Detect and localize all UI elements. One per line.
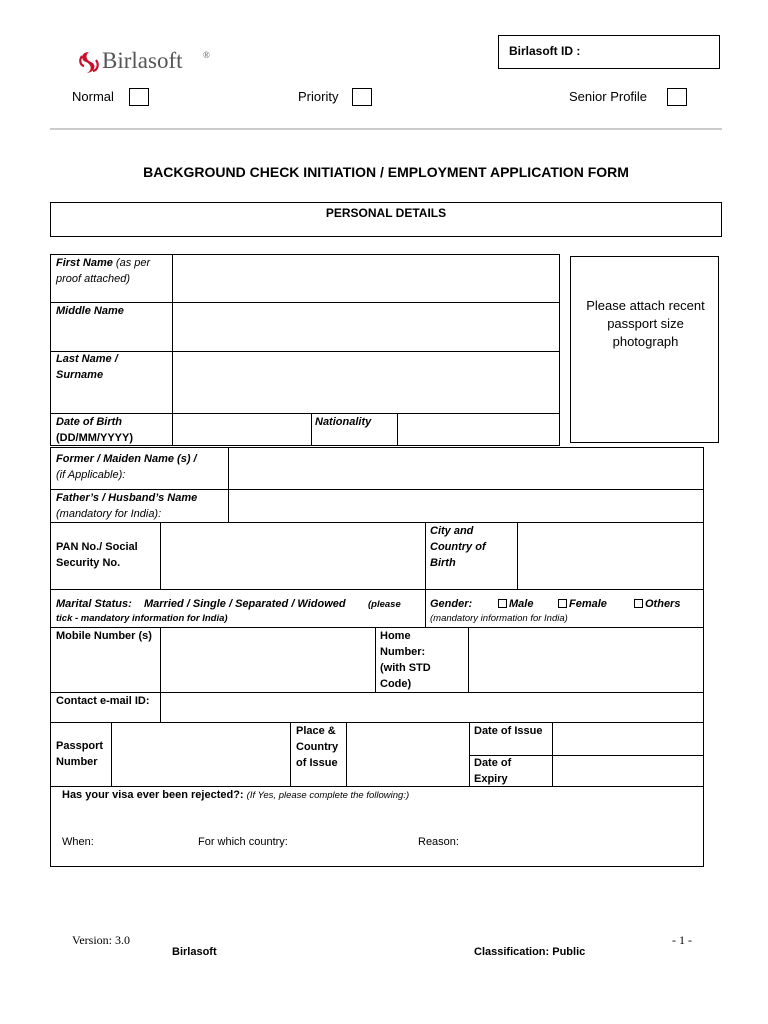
gender-note: (mandatory information for India) — [430, 613, 568, 624]
pan-label: PAN No./ Social Security No. — [56, 541, 138, 569]
option-priority-checkbox[interactable] — [352, 88, 372, 106]
mobile-input[interactable] — [161, 628, 374, 692]
last-name-input[interactable] — [173, 351, 558, 412]
footer-page-number: - 1 - — [672, 933, 692, 947]
photo-box[interactable] — [570, 256, 719, 443]
visa-when-label: When: — [62, 836, 94, 848]
checkbox-icon — [498, 599, 507, 608]
date-expiry-input[interactable] — [553, 755, 702, 786]
company-logo — [78, 48, 218, 80]
option-normal-checkbox[interactable] — [129, 88, 149, 106]
father-name-input[interactable] — [229, 490, 702, 522]
form-title: BACKGROUND CHECK INITIATION / EMPLOYMENT APPLICATION FORM — [143, 164, 629, 180]
email-label: Contact e-mail ID: — [56, 695, 150, 707]
middle-name-input[interactable] — [173, 303, 558, 350]
marital-status-label: Marital Status: — [56, 598, 132, 610]
former-name-label: Former / Maiden Name (s) / (if Applicable): — [56, 453, 197, 481]
gender-others-option[interactable]: Others — [634, 596, 680, 612]
city-birth-input[interactable] — [518, 523, 702, 588]
gender-male-option[interactable]: Male — [498, 596, 533, 612]
place-issue-input[interactable] — [347, 723, 467, 786]
gender-label: Gender: — [430, 598, 473, 610]
nationality-input[interactable] — [398, 414, 558, 444]
home-number-input[interactable] — [469, 628, 702, 692]
option-normal-label: Normal — [72, 89, 114, 104]
email-input[interactable] — [161, 693, 702, 721]
checkbox-icon — [558, 599, 567, 608]
footer-classification: Classification: Public — [474, 946, 586, 958]
marital-note-a: (please — [368, 599, 401, 610]
option-priority-label: Priority — [298, 89, 339, 104]
visa-reason-input[interactable] — [462, 830, 698, 852]
dob-label: Date of Birth (DD/MM/YYYY) — [56, 416, 133, 444]
last-name-label: Last Name / Surname — [56, 353, 118, 381]
birlasoft-logo-icon — [78, 50, 100, 76]
date-issue-input[interactable] — [553, 723, 702, 754]
visa-country-label: For which country: — [198, 836, 288, 848]
footer-company: Birlasoft — [172, 946, 217, 958]
logo-registered-mark: ® — [203, 50, 210, 60]
option-senior-profile-checkbox[interactable] — [667, 88, 687, 106]
home-number-label: Home Number: (with STD Code) — [380, 630, 431, 690]
former-name-input[interactable] — [229, 448, 702, 488]
first-name-input[interactable] — [173, 255, 558, 301]
visa-country-input[interactable] — [298, 830, 410, 852]
visa-reason-label: Reason: — [418, 836, 459, 848]
visa-when-input[interactable] — [100, 830, 190, 852]
middle-name-label: Middle Name — [56, 305, 124, 317]
photo-instruction: Please attach recent passport size photograph — [586, 298, 705, 349]
marital-note-b: tick - mandatory information for India) — [56, 613, 228, 624]
date-issue-label: Date of Issue — [474, 725, 543, 737]
birlasoft-id-label: Birlasoft ID : — [509, 44, 581, 58]
place-issue-label: Place & Country of Issue — [296, 725, 339, 769]
option-senior-profile-label: Senior Profile — [569, 89, 648, 104]
pan-input[interactable] — [161, 523, 424, 588]
passport-label: Passport Number — [56, 740, 104, 768]
gender-female-option[interactable]: Female — [558, 596, 607, 612]
nationality-label: Nationality — [315, 416, 372, 428]
marital-status-options[interactable]: Married / Single / Separated / Widowed — [144, 598, 346, 610]
logo-text: Birlasoft — [102, 48, 183, 73]
father-name-label: Father’s / Husband’s Name (mandatory for India): — [56, 492, 198, 520]
checkbox-icon — [634, 599, 643, 608]
mobile-label: Mobile Number (s) — [56, 630, 152, 642]
dob-input[interactable] — [173, 414, 310, 444]
section-title: PERSONAL DETAILS — [325, 206, 447, 220]
footer-version: Version: 3.0 — [72, 933, 130, 947]
first-name-label: First Name (as per proof attached) — [56, 257, 151, 285]
city-birth-label: City and Country of Birth — [430, 525, 486, 569]
birlasoft-id-box[interactable] — [498, 35, 720, 69]
date-expiry-label: Date of Expiry — [474, 757, 512, 785]
header-divider — [50, 128, 722, 130]
passport-input[interactable] — [112, 723, 290, 786]
visa-question: Has your visa ever been rejected?: (If Yes, please complete the following:) — [62, 789, 410, 801]
section-personal-details — [50, 202, 722, 237]
